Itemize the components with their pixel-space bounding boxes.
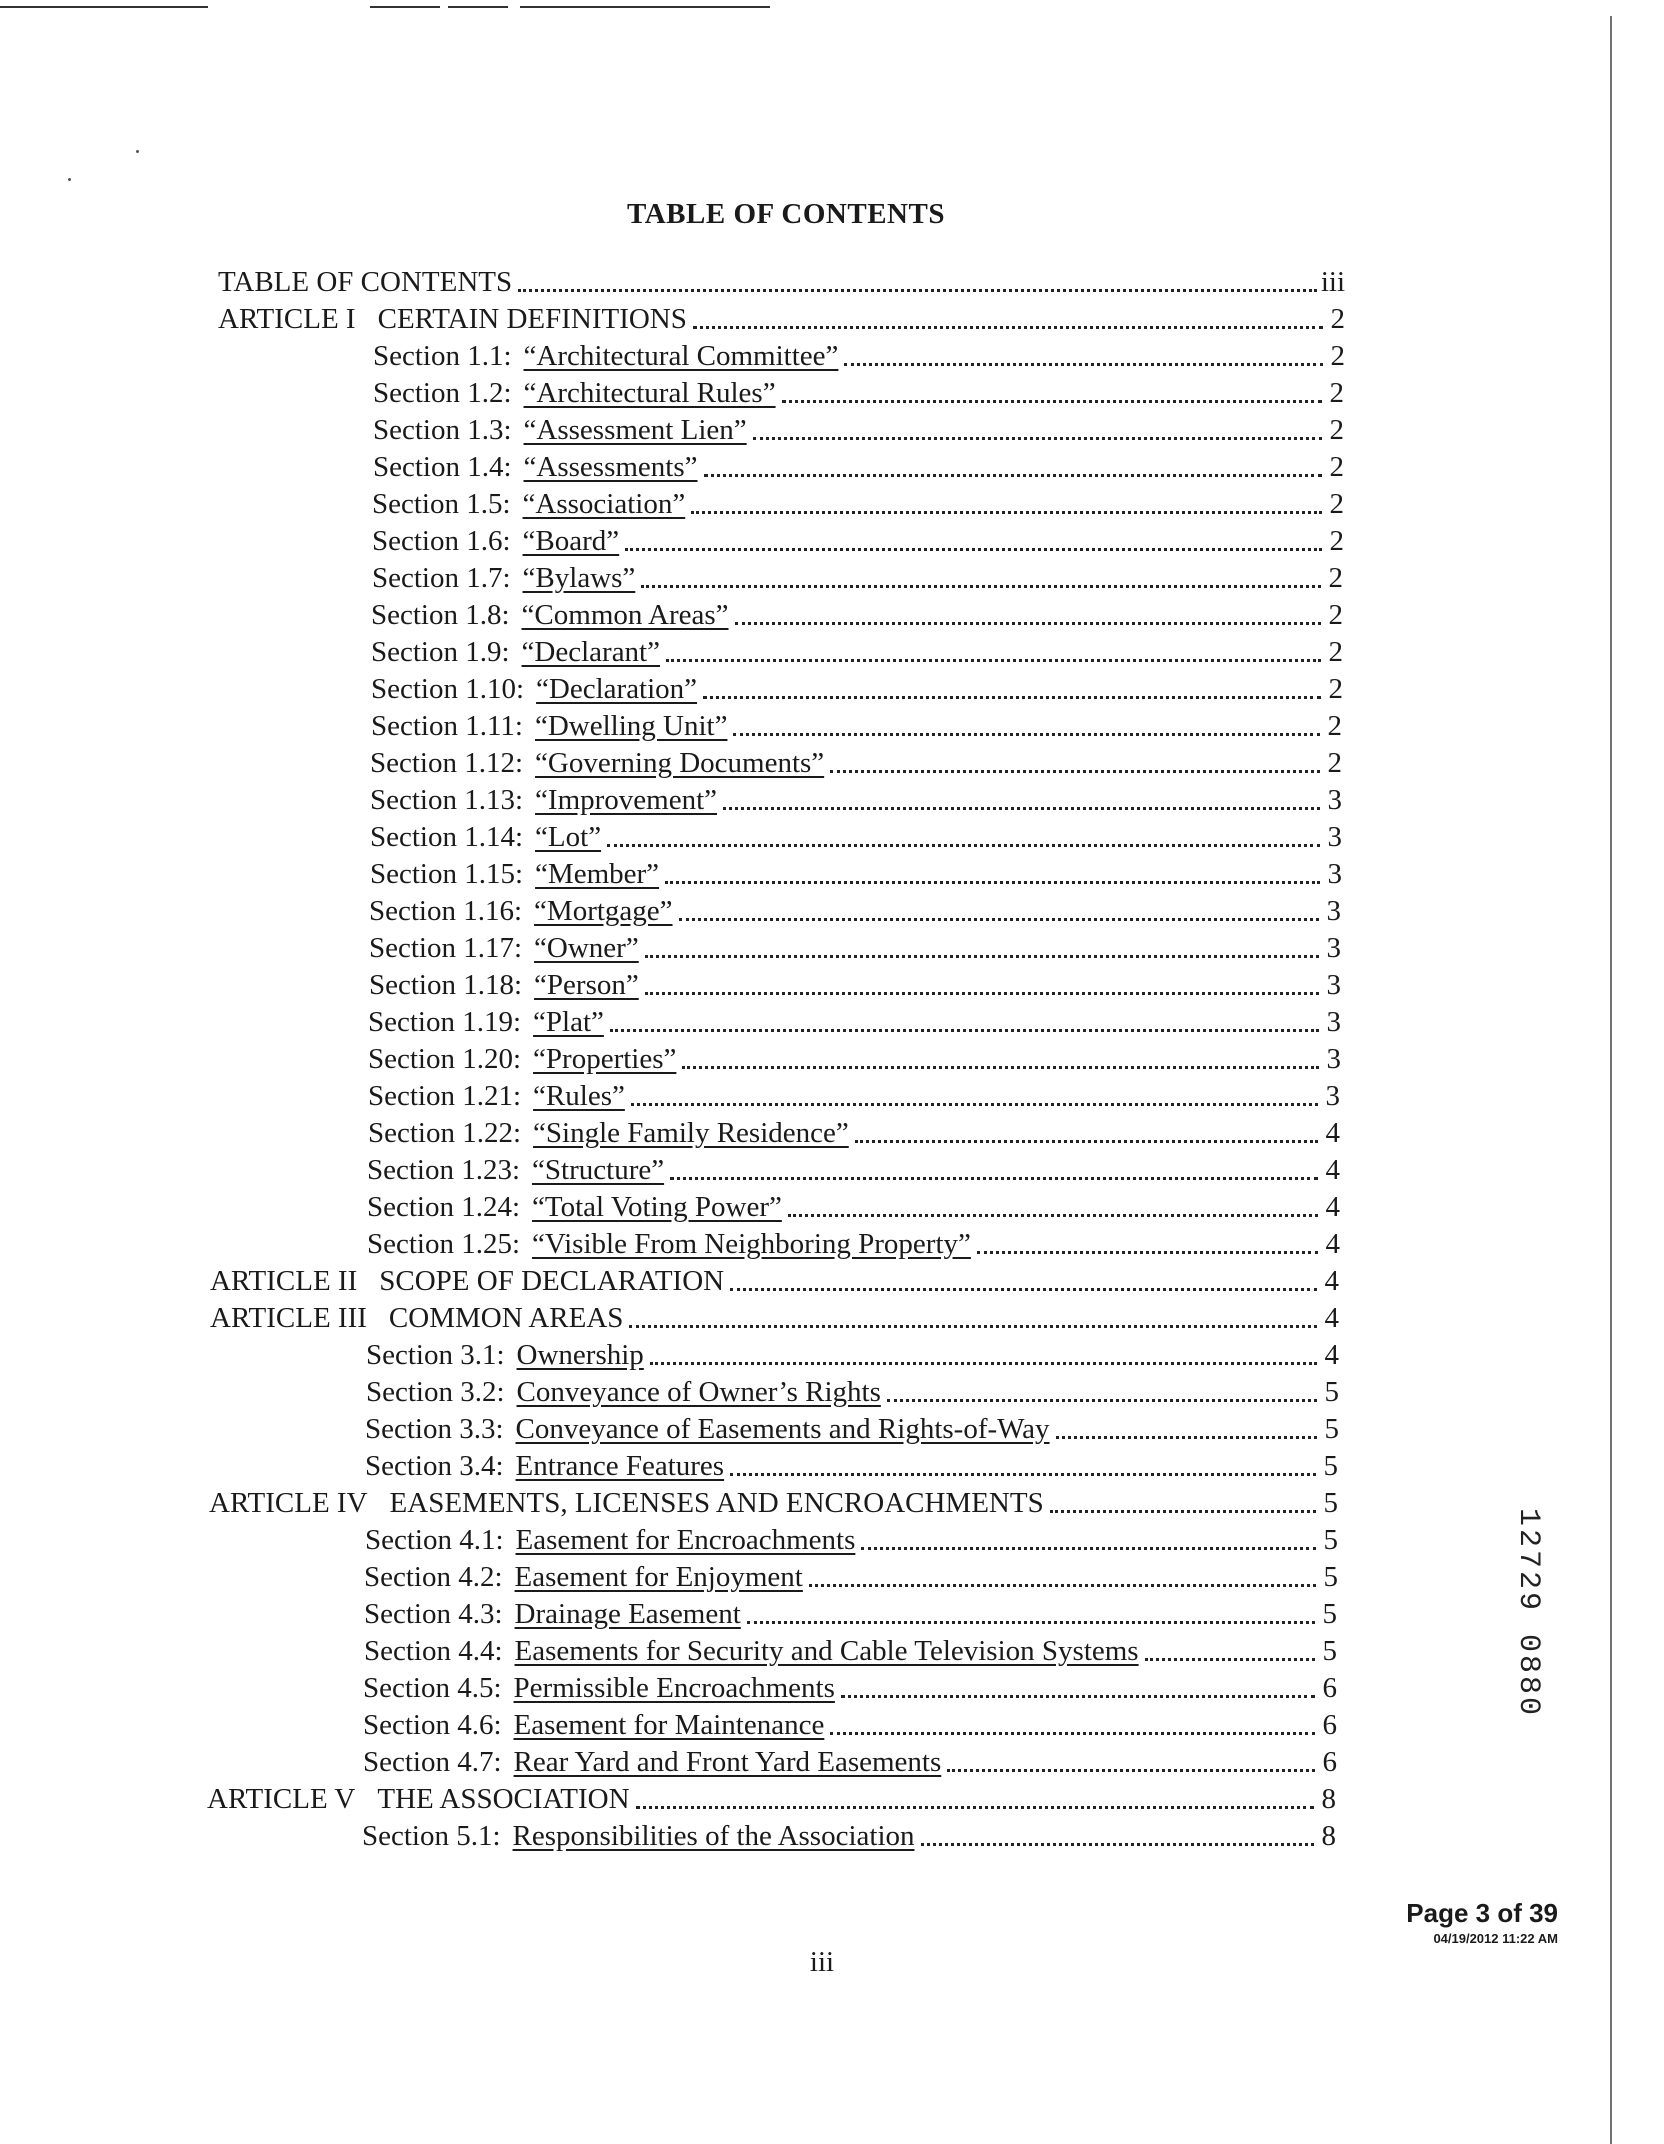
toc-entry-head xyxy=(370,856,659,893)
toc-entry-head xyxy=(373,375,776,412)
toc-entry[interactable] xyxy=(207,1781,1336,1818)
toc-entry-title: Permissible Encroachments xyxy=(513,1672,835,1704)
dot-leader xyxy=(682,1066,1319,1069)
toc-entry-label: Section 4.1: xyxy=(365,1524,504,1556)
toc-entry[interactable] xyxy=(371,597,1343,634)
dot-leader xyxy=(693,326,1323,329)
toc-entry-head xyxy=(365,1522,855,1559)
toc-entry[interactable] xyxy=(367,1152,1340,1189)
toc-entry-head xyxy=(373,338,838,375)
toc-entry-head xyxy=(363,1670,835,1707)
toc-entry-label: Section 4.5: xyxy=(363,1672,502,1704)
page-stamp-count: Page 3 of 39 xyxy=(1406,1898,1558,1928)
toc-entry-head xyxy=(372,486,685,523)
toc-entry-label: Section 3.2: xyxy=(366,1376,505,1408)
recording-number: 12729 0880 xyxy=(1511,1508,1545,1719)
toc-entry-head xyxy=(363,1707,824,1744)
toc-entry-title: “Plat” xyxy=(533,1006,604,1038)
toc-entry-page: 4 xyxy=(1325,1228,1340,1260)
toc-entry[interactable] xyxy=(210,1263,1339,1300)
toc-entry-label: Section 1.12: xyxy=(370,747,524,779)
toc-entry[interactable] xyxy=(368,1004,1341,1041)
toc-entry-title: “Lot” xyxy=(535,821,602,853)
toc-entry-title: Conveyance of Easements and Rights-of-Way xyxy=(515,1413,1050,1445)
toc-entry-label: TABLE OF CONTENTS xyxy=(218,266,513,298)
dot-leader xyxy=(733,733,1320,736)
toc-entry-page: 5 xyxy=(1324,1413,1339,1445)
toc-entry-page: 3 xyxy=(1326,969,1341,1001)
toc-entry[interactable] xyxy=(218,301,1345,338)
toc-entry-label: Section 5.1: xyxy=(362,1820,501,1852)
toc-entry-head xyxy=(366,1374,881,1411)
dot-leader xyxy=(947,1769,1315,1772)
toc-entry-page: 2 xyxy=(1328,562,1343,594)
toc-entry-label: Section 1.9: xyxy=(371,636,510,668)
toc-entry[interactable] xyxy=(368,1115,1340,1152)
toc-entry-page: 2 xyxy=(1329,451,1344,483)
dot-leader xyxy=(855,1140,1318,1143)
toc-entry-title: “Board” xyxy=(522,525,620,557)
toc-entry[interactable] xyxy=(370,819,1342,856)
dot-leader xyxy=(636,1806,1314,1809)
toc-entry-page: 2 xyxy=(1330,340,1345,372)
toc-entry-title: Entrance Features xyxy=(515,1450,725,1482)
toc-entry-title: Easement for Enjoyment xyxy=(514,1561,803,1593)
toc-entry-label: ARTICLE II xyxy=(210,1265,358,1297)
toc-entry-head xyxy=(370,819,601,856)
toc-entry-label: Section 1.20: xyxy=(368,1043,522,1075)
toc-entry-page: 4 xyxy=(1325,1117,1340,1149)
toc-entry-page: 2 xyxy=(1328,599,1343,631)
toc-entry-label: Section 1.11: xyxy=(371,710,523,742)
toc-entry-label: Section 1.19: xyxy=(368,1006,522,1038)
toc-entry[interactable] xyxy=(365,1411,1339,1448)
toc-entry-label: Section 1.6: xyxy=(372,525,511,557)
toc-entry-page: 3 xyxy=(1326,932,1341,964)
toc-entry-label: Section 1.8: xyxy=(371,599,510,631)
toc-entry-page: 4 xyxy=(1324,1302,1339,1334)
dot-leader xyxy=(703,696,1321,699)
toc-entry-label: Section 4.3: xyxy=(364,1598,503,1630)
dot-leader xyxy=(665,881,1320,884)
toc-entry-title: “Association” xyxy=(522,488,686,520)
toc-entry-label: ARTICLE V xyxy=(207,1783,356,1815)
toc-entry-head xyxy=(370,782,717,819)
dot-leader xyxy=(735,622,1321,625)
dot-leader xyxy=(1056,1436,1317,1439)
toc-entry-head xyxy=(364,1559,803,1596)
toc-entry-head xyxy=(368,1078,625,1115)
toc-entry-head xyxy=(369,930,639,967)
toc-entry-head xyxy=(218,301,687,338)
toc-entry-page: 2 xyxy=(1329,377,1344,409)
toc-entry-title: Ownership xyxy=(516,1339,644,1371)
toc-entry-label: Section 1.10: xyxy=(371,673,525,705)
toc-entry-title: “Declarant” xyxy=(521,636,660,668)
toc-entry-head xyxy=(368,1115,849,1152)
toc-entry-title: “Owner” xyxy=(534,932,639,964)
toc-entry-title: “Common Areas” xyxy=(521,599,729,631)
dot-leader xyxy=(650,1362,1317,1365)
toc-entry-title: “Mortgage” xyxy=(534,895,673,927)
toc-entry-label: Section 1.16: xyxy=(369,895,523,927)
toc-entry-head xyxy=(371,597,729,634)
toc-entry-head xyxy=(368,1004,604,1041)
toc-entry-head xyxy=(209,1485,1044,1522)
toc-entry[interactable] xyxy=(369,893,1341,930)
toc-entry-title: “Member” xyxy=(535,858,660,890)
toc-entry[interactable] xyxy=(218,264,1345,301)
toc-entry-page: 6 xyxy=(1322,1709,1337,1741)
toc-entry-label: Section 1.24: xyxy=(367,1191,521,1223)
toc-entry-label: Section 1.5: xyxy=(372,488,511,520)
toc-entry-label: Section 4.6: xyxy=(363,1709,502,1741)
toc-entry[interactable] xyxy=(369,967,1341,1004)
toc-entry-label: Section 3.3: xyxy=(365,1413,504,1445)
toc-entry-head xyxy=(366,1337,644,1374)
toc-entry-label: Section 4.4: xyxy=(364,1635,503,1667)
dot-leader xyxy=(861,1547,1316,1550)
toc-entry-page: 8 xyxy=(1321,1783,1336,1815)
toc-entry-head xyxy=(368,1041,676,1078)
toc-entry-page: 5 xyxy=(1323,1561,1338,1593)
dot-leader xyxy=(730,1473,1316,1476)
toc-entry-head xyxy=(370,745,824,782)
toc-entry-title: Rear Yard and Front Yard Easements xyxy=(513,1746,942,1778)
toc-entry-title: “Rules” xyxy=(533,1080,625,1112)
toc-entry-page: 2 xyxy=(1330,303,1345,335)
toc-entry-label: ARTICLE III xyxy=(210,1302,367,1334)
dot-leader xyxy=(788,1214,1318,1217)
dot-leader xyxy=(518,289,1317,292)
toc-entry-title: COMMON AREAS xyxy=(388,1302,624,1334)
toc-entry-page: 5 xyxy=(1322,1598,1337,1630)
dot-leader xyxy=(921,1843,1315,1846)
toc-entry-title: “Structure” xyxy=(532,1154,665,1186)
toc-entry-page: 4 xyxy=(1325,1191,1340,1223)
toc-entry-label: Section 1.17: xyxy=(369,932,523,964)
toc-entry-label: Section 1.23: xyxy=(367,1154,521,1186)
toc-entry-label: Section 1.4: xyxy=(373,451,512,483)
toc-entry-page: 6 xyxy=(1322,1672,1337,1704)
toc-entry-title: “Assessment Lien” xyxy=(523,414,747,446)
toc-entry-label: Section 1.1: xyxy=(373,340,512,372)
toc-entry-head xyxy=(369,967,639,1004)
toc-entry-title: “Assessments” xyxy=(523,451,698,483)
toc-entry-head xyxy=(364,1633,1139,1670)
toc-entry-page: 3 xyxy=(1325,1080,1340,1112)
toc-entry[interactable] xyxy=(362,1818,1336,1855)
toc-entry-label: Section 1.7: xyxy=(372,562,511,594)
toc-entry-title: “Single Family Residence” xyxy=(533,1117,849,1149)
toc-entry[interactable] xyxy=(371,671,1343,708)
toc-entry-page: 2 xyxy=(1329,525,1344,557)
dot-leader xyxy=(887,1399,1317,1402)
toc-entry-head xyxy=(365,1411,1050,1448)
toc-entry-page: 3 xyxy=(1326,1043,1341,1075)
toc-entry-title: “Bylaws” xyxy=(522,562,636,594)
toc-entry-page: 2 xyxy=(1328,636,1343,668)
toc-entry-title: THE ASSOCIATION xyxy=(377,1783,630,1815)
toc-entry-head xyxy=(367,1189,782,1226)
toc-entry-head xyxy=(367,1152,664,1189)
dot-leader xyxy=(830,770,1320,773)
toc-entry-label: Section 1.21: xyxy=(368,1080,522,1112)
scan-edge-line xyxy=(1610,16,1612,2144)
toc-entry-title: CERTAIN DEFINITIONS xyxy=(377,303,687,335)
dot-leader xyxy=(704,474,1322,477)
dot-leader xyxy=(753,437,1322,440)
toc-entry-title: Easements for Security and Cable Television Systems xyxy=(514,1635,1139,1667)
toc-entry[interactable] xyxy=(365,1448,1338,1485)
toc-entry[interactable] xyxy=(364,1559,1338,1596)
toc-entry-title: “Architectural Rules” xyxy=(523,377,776,409)
dot-leader xyxy=(641,585,1321,588)
toc-entry[interactable] xyxy=(367,1189,1340,1226)
dot-leader xyxy=(1050,1510,1316,1513)
dot-leader xyxy=(1145,1658,1315,1661)
toc-entry-head xyxy=(210,1263,724,1300)
toc-entry-label: Section 1.15: xyxy=(370,858,524,890)
toc-entry-head xyxy=(372,523,619,560)
toc-entry-head xyxy=(369,893,673,930)
dot-leader xyxy=(645,992,1319,995)
toc-entry[interactable] xyxy=(373,375,1344,412)
toc-entry-page: 5 xyxy=(1324,1376,1339,1408)
toc-entry-title: “Architectural Committee” xyxy=(523,340,839,372)
toc-entry-page: 4 xyxy=(1324,1339,1339,1371)
toc-entry[interactable] xyxy=(372,486,1344,523)
dot-leader xyxy=(844,363,1323,366)
toc-entry[interactable] xyxy=(373,449,1344,486)
toc-entry-label: Section 1.22: xyxy=(368,1117,522,1149)
toc-entry[interactable] xyxy=(373,338,1345,375)
toc-entry-page: 3 xyxy=(1327,784,1342,816)
toc-entry-title: Conveyance of Owner’s Rights xyxy=(516,1376,881,1408)
toc-entry[interactable] xyxy=(373,412,1344,449)
toc-entry-head xyxy=(371,671,697,708)
toc-entry-page: 2 xyxy=(1327,710,1342,742)
dot-leader xyxy=(607,844,1320,847)
toc-entry[interactable] xyxy=(363,1670,1337,1707)
dot-leader xyxy=(625,548,1322,551)
toc-entry-page: 6 xyxy=(1322,1746,1337,1778)
dot-leader xyxy=(830,1732,1315,1735)
toc-entry-head xyxy=(371,634,660,671)
toc-entry-head xyxy=(363,1744,941,1781)
toc-entry[interactable] xyxy=(366,1337,1339,1374)
toc-entry-label: Section 4.2: xyxy=(364,1561,503,1593)
toc-entry-page: 4 xyxy=(1325,1154,1340,1186)
dot-leader xyxy=(629,1325,1317,1328)
toc-entry-page: 4 xyxy=(1324,1265,1339,1297)
toc-entry-page: 5 xyxy=(1323,1524,1338,1556)
toc-entry-page: 3 xyxy=(1327,858,1342,890)
toc-entry-head xyxy=(207,1781,630,1818)
toc-entry[interactable] xyxy=(210,1300,1339,1337)
toc-entry-page: 2 xyxy=(1328,673,1343,705)
toc-entry[interactable] xyxy=(366,1374,1339,1411)
toc-entry-page: 2 xyxy=(1327,747,1342,779)
dot-leader xyxy=(782,400,1322,403)
dot-leader xyxy=(691,511,1322,514)
toc-entry-title: SCOPE OF DECLARATION xyxy=(379,1265,725,1297)
toc-entry[interactable] xyxy=(368,1041,1341,1078)
toc-entry-title: Easement for Maintenance xyxy=(513,1709,825,1741)
page-title: TABLE OF CONTENTS xyxy=(627,198,945,230)
toc-entry-label: Section 1.2: xyxy=(373,377,512,409)
toc-entry[interactable] xyxy=(364,1633,1337,1670)
toc-entry[interactable] xyxy=(367,1226,1340,1263)
toc-entry-head xyxy=(372,560,635,597)
toc-entry-title: “Total Voting Power” xyxy=(532,1191,782,1223)
toc-entry-title: Easement for Encroachments xyxy=(515,1524,856,1556)
dot-leader xyxy=(747,1621,1315,1624)
toc-entry[interactable] xyxy=(209,1485,1338,1522)
toc-entry-title: “Improvement” xyxy=(535,784,718,816)
scan-artifact-top xyxy=(0,6,820,10)
dot-leader xyxy=(666,659,1321,662)
toc-entry[interactable] xyxy=(368,1078,1340,1115)
page-stamp-datetime: 04/19/2012 11:22 AM xyxy=(1433,1931,1558,1946)
toc-entry-head xyxy=(373,412,747,449)
toc-entry-page: 3 xyxy=(1327,821,1342,853)
toc-entry-page: 5 xyxy=(1323,1487,1338,1519)
toc-entry-title: “Person” xyxy=(534,969,639,1001)
footer-page-number: iii xyxy=(809,1946,835,1978)
toc-entry[interactable] xyxy=(363,1707,1337,1744)
dot-leader xyxy=(730,1288,1317,1291)
toc-entry[interactable] xyxy=(371,634,1343,671)
toc-entry-head xyxy=(367,1226,971,1263)
toc-entry-page: 3 xyxy=(1326,1006,1341,1038)
toc-entry-label: Section 1.14: xyxy=(370,821,524,853)
toc-entry[interactable] xyxy=(370,782,1342,819)
toc-entry[interactable] xyxy=(372,523,1344,560)
dot-leader xyxy=(679,918,1319,921)
toc-entry-label: Section 1.25: xyxy=(367,1228,521,1260)
toc-entry-title: “Declaration” xyxy=(536,673,698,705)
dot-leader xyxy=(645,955,1319,958)
toc-entry-label: Section 3.1: xyxy=(366,1339,505,1371)
toc-entry-label: ARTICLE I xyxy=(218,303,356,335)
toc-entry-page: 5 xyxy=(1322,1635,1337,1667)
dot-leader xyxy=(670,1177,1318,1180)
page-stamp xyxy=(1370,1898,1558,1946)
toc-entry-page: 3 xyxy=(1326,895,1341,927)
toc-entry[interactable] xyxy=(363,1744,1337,1781)
dot-leader xyxy=(977,1251,1318,1254)
toc-entry-head xyxy=(371,708,727,745)
toc-entry-label: Section 3.4: xyxy=(365,1450,504,1482)
toc-entry-head xyxy=(364,1596,741,1633)
toc-entry[interactable] xyxy=(364,1596,1337,1633)
toc-entry[interactable] xyxy=(370,856,1342,893)
toc-entry-title: “Governing Documents” xyxy=(535,747,825,779)
toc-entry-label: Section 1.13: xyxy=(370,784,524,816)
toc-entry-label: ARTICLE IV xyxy=(209,1487,368,1519)
toc-entry-page: 2 xyxy=(1329,414,1344,446)
toc-entry-title: Drainage Easement xyxy=(514,1598,741,1630)
toc-entry-label: Section 1.3: xyxy=(373,414,512,446)
toc-entry-label: Section 1.18: xyxy=(369,969,523,1001)
toc-entry-head xyxy=(210,1300,623,1337)
toc-entry-page: iii xyxy=(1320,266,1345,298)
toc-entry[interactable] xyxy=(370,745,1342,782)
dot-leader xyxy=(631,1103,1318,1106)
toc-entry[interactable] xyxy=(372,560,1343,597)
toc-entry-head xyxy=(362,1818,915,1855)
dot-leader xyxy=(809,1584,1316,1587)
dot-leader xyxy=(610,1029,1319,1032)
toc-entry-title: Responsibilities of the Association xyxy=(512,1820,915,1852)
toc-entry-title: “Properties” xyxy=(533,1043,677,1075)
toc-entry-title: “Dwelling Unit” xyxy=(534,710,728,742)
toc-entry[interactable] xyxy=(369,930,1341,967)
toc-entry-page: 8 xyxy=(1321,1820,1336,1852)
dot-leader xyxy=(723,807,1320,810)
scan-speck xyxy=(136,150,139,153)
toc-entry-page: 2 xyxy=(1329,488,1344,520)
toc-entry-head xyxy=(218,264,512,301)
toc-entry[interactable] xyxy=(371,708,1342,745)
toc-entry[interactable] xyxy=(365,1522,1338,1559)
scan-speck xyxy=(68,178,71,181)
toc-entry-title: “Visible From Neighboring Property” xyxy=(532,1228,971,1260)
dot-leader xyxy=(841,1695,1315,1698)
toc-entry-head xyxy=(373,449,698,486)
toc-entry-title: EASEMENTS, LICENSES AND ENCROACHMENTS xyxy=(389,1487,1044,1519)
toc-entry-label: Section 4.7: xyxy=(363,1746,502,1778)
toc-entry-page: 5 xyxy=(1323,1450,1338,1482)
toc-entry-head xyxy=(365,1448,724,1485)
